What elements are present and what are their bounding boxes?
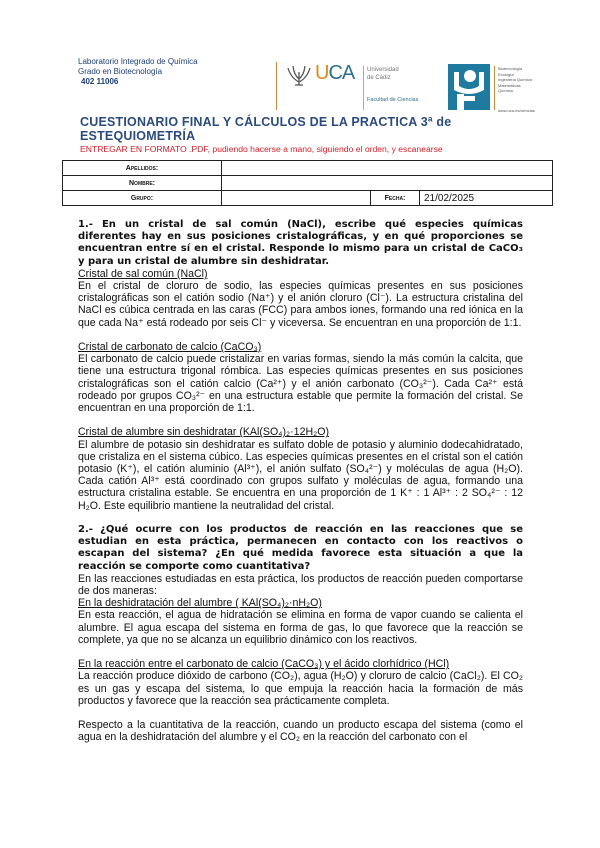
nombre-field[interactable] <box>222 176 553 191</box>
section-heading: Cristal de carbonato de calcio (CaCO₃) <box>78 341 262 354</box>
course-header <box>78 57 198 87</box>
grupo-field[interactable] <box>222 191 371 206</box>
question-2: 2.- ¿Qué ocurre con los productos de reacción en las reacciones que se estudian en esta práctica, permanecen en contacto con los reactivos o escapan del sistema? ¿En qué medida favorece esta situación a que la reacción se comporte como cuantitativa? <box>78 524 523 572</box>
section-heading: En la reacción entre el carbonato de calcio (CaCO₃) y el ácido clorhídrico (HCl) <box>78 658 450 671</box>
apellidos-field[interactable] <box>222 161 553 176</box>
fecha-label: Fecha: <box>371 191 420 206</box>
answer-paragraph: En esta reacción, el agua de hidratación se elimina en forma de vapor cuando se calienta el alumbre. El agua escapa del sistema en forma de gas, lo que favorece que la reacción se complete, ya que no se alcanza un equilibrio dinámico con los reactivos. <box>78 609 523 646</box>
apellidos-label: Apellidos: <box>63 161 222 176</box>
document-title: CUESTIONARIO FINAL Y CÁLCULOS DE LA PRACTICA 3ª de ESTEQUIOMETRÍA <box>80 115 452 143</box>
delivery-instructions: ENTREGAR EN FORMATO .PDF, pudiendo hacerse a mano, siguiendo el orden, y escanearse <box>80 144 443 154</box>
answer-paragraph: El alumbre de potasio sin deshidratar es sulfato doble de potasio y aluminio dodecahidratado, que cristaliza en el sistema cúbico. Las especies químicas presentes en el cristal son el catión potasio (K⁺), el catión aluminio (Al³⁺), el anión sulfato (SO₄²⁻) y moléculas de agua (H₂O). Cada catión Al³⁺ está coordinado con grupos sulfato y moléculas de agua, formando una estructura cristalina estable. Se encuentra en una proporción de 1 K⁺ : 1 Al³⁺ : 2 SO₄²⁻ : 12 H₂O. Este equilibrio mantiene la neutralidad del cristal. <box>78 438 523 512</box>
uca-wordmark: UCA <box>315 62 355 84</box>
answer-paragraph: En el cristal de cloruro de sodio, las especies químicas presentes en sus posiciones cristalográficas son el catión sodio (Na⁺) y el anión cloruro (Cl⁻). La estructura cristalina del NaCl es cúbica centrada en las caras (FCC) para ambos iones, formando una red iónica en la que cada Na⁺ está rodeado por seis Cl⁻ y viceversa. Se encuentran en una proporción de 1:1. <box>78 280 523 329</box>
section-heading: Cristal de alumbre sin deshidratar (KAl(SO₄)₂·12H₂O) <box>78 426 329 439</box>
course-code: 402 11006 <box>81 77 119 86</box>
question-1: 1.- En un cristal de sal común (NaCl), escribe qué especies químicas diferentes hay en sus posiciones cristalográficas, y en qué proporciones se encuentran entre sí en el cristal. Responde lo mismo para un cristal de CaCO₃ y para un cristal de alumbre sin deshidratar. <box>78 219 523 267</box>
faculty-degrees-list: Biotecnología Ecología Ingeniería Química Matemáticas Química www.uca.es/ciencias <box>494 66 535 110</box>
lab-name: Laboratorio Integrado de Química <box>78 57 198 66</box>
faculty-name: Facultad de Ciencias <box>367 97 419 103</box>
nombre-label: Nombre: <box>63 176 222 191</box>
answer-intro: En las reacciones estudiadas en esta práctica, los productos de reacción pueden comportarse de dos maneras: <box>78 572 523 598</box>
student-info-form <box>62 160 553 206</box>
document-body <box>78 219 523 744</box>
uca-tree-icon <box>285 64 313 86</box>
university-name: Universidad de Cádiz <box>363 66 399 110</box>
uca-logo <box>276 62 419 110</box>
grupo-label: Grupo: <box>63 191 222 206</box>
fecha-field[interactable]: 21/02/2025 <box>420 191 553 206</box>
section-heading: En la deshidratación del alumbre ( KAl(SO₄)₂·nH₂O) <box>78 597 322 610</box>
answer-paragraph: La reacción produce dióxido de carbono (CO₂), agua (H₂O) y cloruro de calcio (CaCl₂). El CO₂ es un gas y escapa del sistema, lo que empuja la reacción hacia la formación de más productos y favorece que la reacción sea prácticamente completa. <box>78 670 523 707</box>
faculty-logo-icon <box>448 64 490 110</box>
answer-closing: Respecto a la cuantitativa de la reacción, cuando un producto escapa del sistema (como el agua en la deshidratación del alumbre y el CO₂ en la reacción del carbonato con el <box>78 719 523 744</box>
section-heading: Cristal de sal común (NaCl) <box>78 267 208 280</box>
degree-name: Grado en Biotecnología <box>78 67 163 76</box>
answer-paragraph: El carbonato de calcio puede cristalizar en varias formas, siendo la más común la calcita, que tiene una estructura trigonal rómbica. Las especies químicas presentes en sus posiciones cristalográficas son el catión calcio (Ca²⁺) y el anión carbonato (CO₃²⁻). Cada Ca²⁺ está rodeado por grupos CO₃²⁻ en una estructura estable que permite la formación del cristal. Se encuentran en una proporción de 1:1. <box>78 353 523 415</box>
